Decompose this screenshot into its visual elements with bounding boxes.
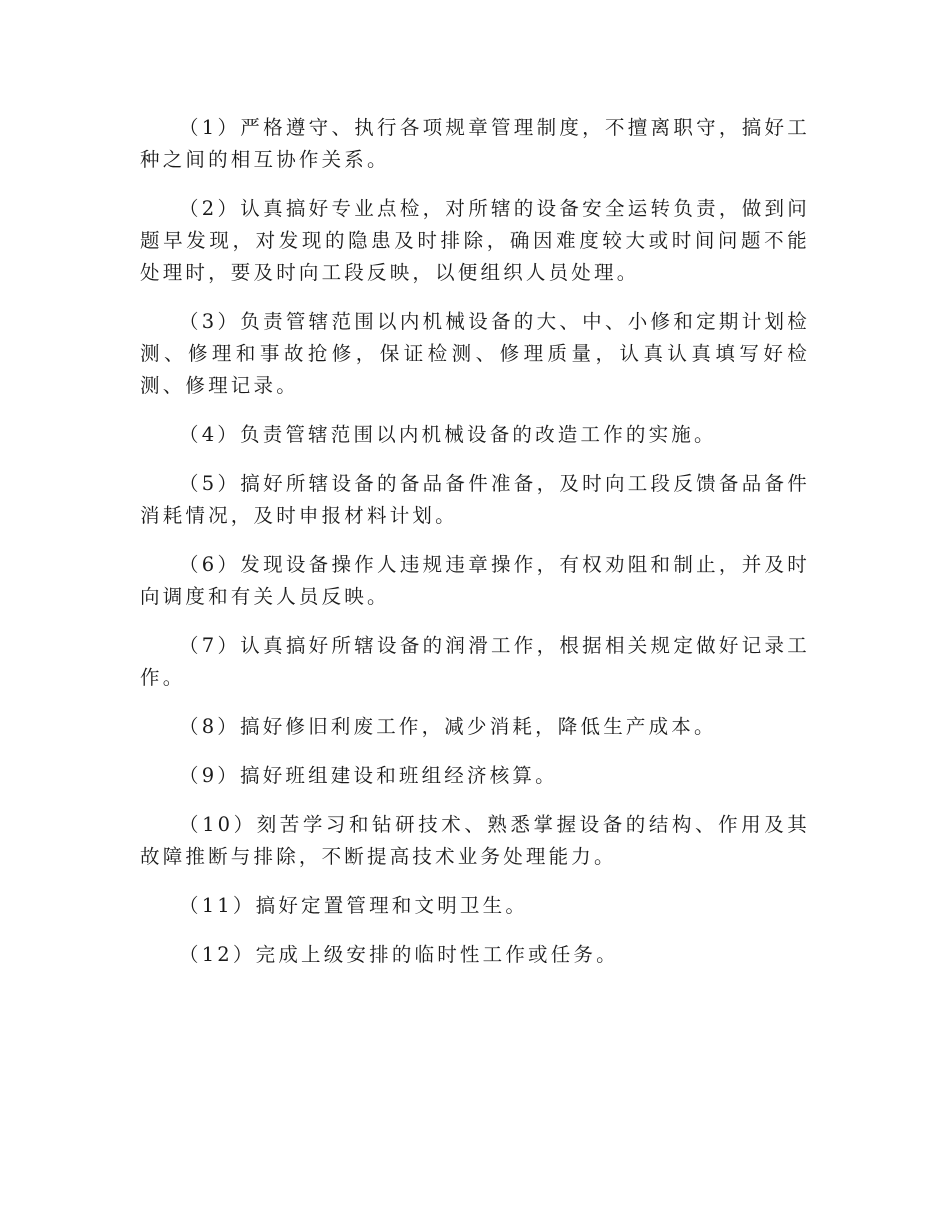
paragraph-8: （8）搞好修旧利废工作，减少消耗，降低生产成本。 [179,715,717,738]
paragraph-12: （12）完成上级安排的临时性工作或任务。 [179,943,619,966]
paragraph-5: （5）搞好所辖设备的备品备件准备，及时向工段反馈备品备件消耗情况，及时申报材料计划。 [140,472,810,527]
paragraph-2: （2）认真搞好专业点检，对所辖的设备安全运转负责，做到问题早发现，对发现的隐患及时排除，确因难度较大或时间问题不能处理时，要及时向工段反映，以便组织人员处理。 [140,197,810,284]
paragraph-3: （3）负责管辖范围以内机械设备的大、中、小修和定期计划检测、修理和事故抢修，保证检测、修理质量，认真认真填写好检测、修理记录。 [140,310,810,397]
paragraph-11: （11）搞好定置管理和文明卫生。 [179,894,529,917]
paragraph-1: （1）严格遵守、执行各项规章管理制度，不擅离职守，搞好工种之间的相互协作关系。 [140,116,810,171]
paragraph-10: （10）刻苦学习和钻研技术、熟悉掌握设备的结构、作用及其故障推断与排除，不断提高技术业务处理能力。 [140,813,810,868]
paragraph-9: （9）搞好班组建设和班组经济核算。 [179,764,558,787]
paragraph-6: （6）发现设备操作人违规违章操作，有权劝阻和制止，并及时向调度和有关人员反映。 [140,553,810,608]
paragraph-4: （4）负责管辖范围以内机械设备的改造工作的实施。 [179,423,717,446]
paragraph-7: （7）认真搞好所辖设备的润滑工作，根据相关规定做好记录工作。 [140,634,810,689]
document-body [140,112,810,988]
